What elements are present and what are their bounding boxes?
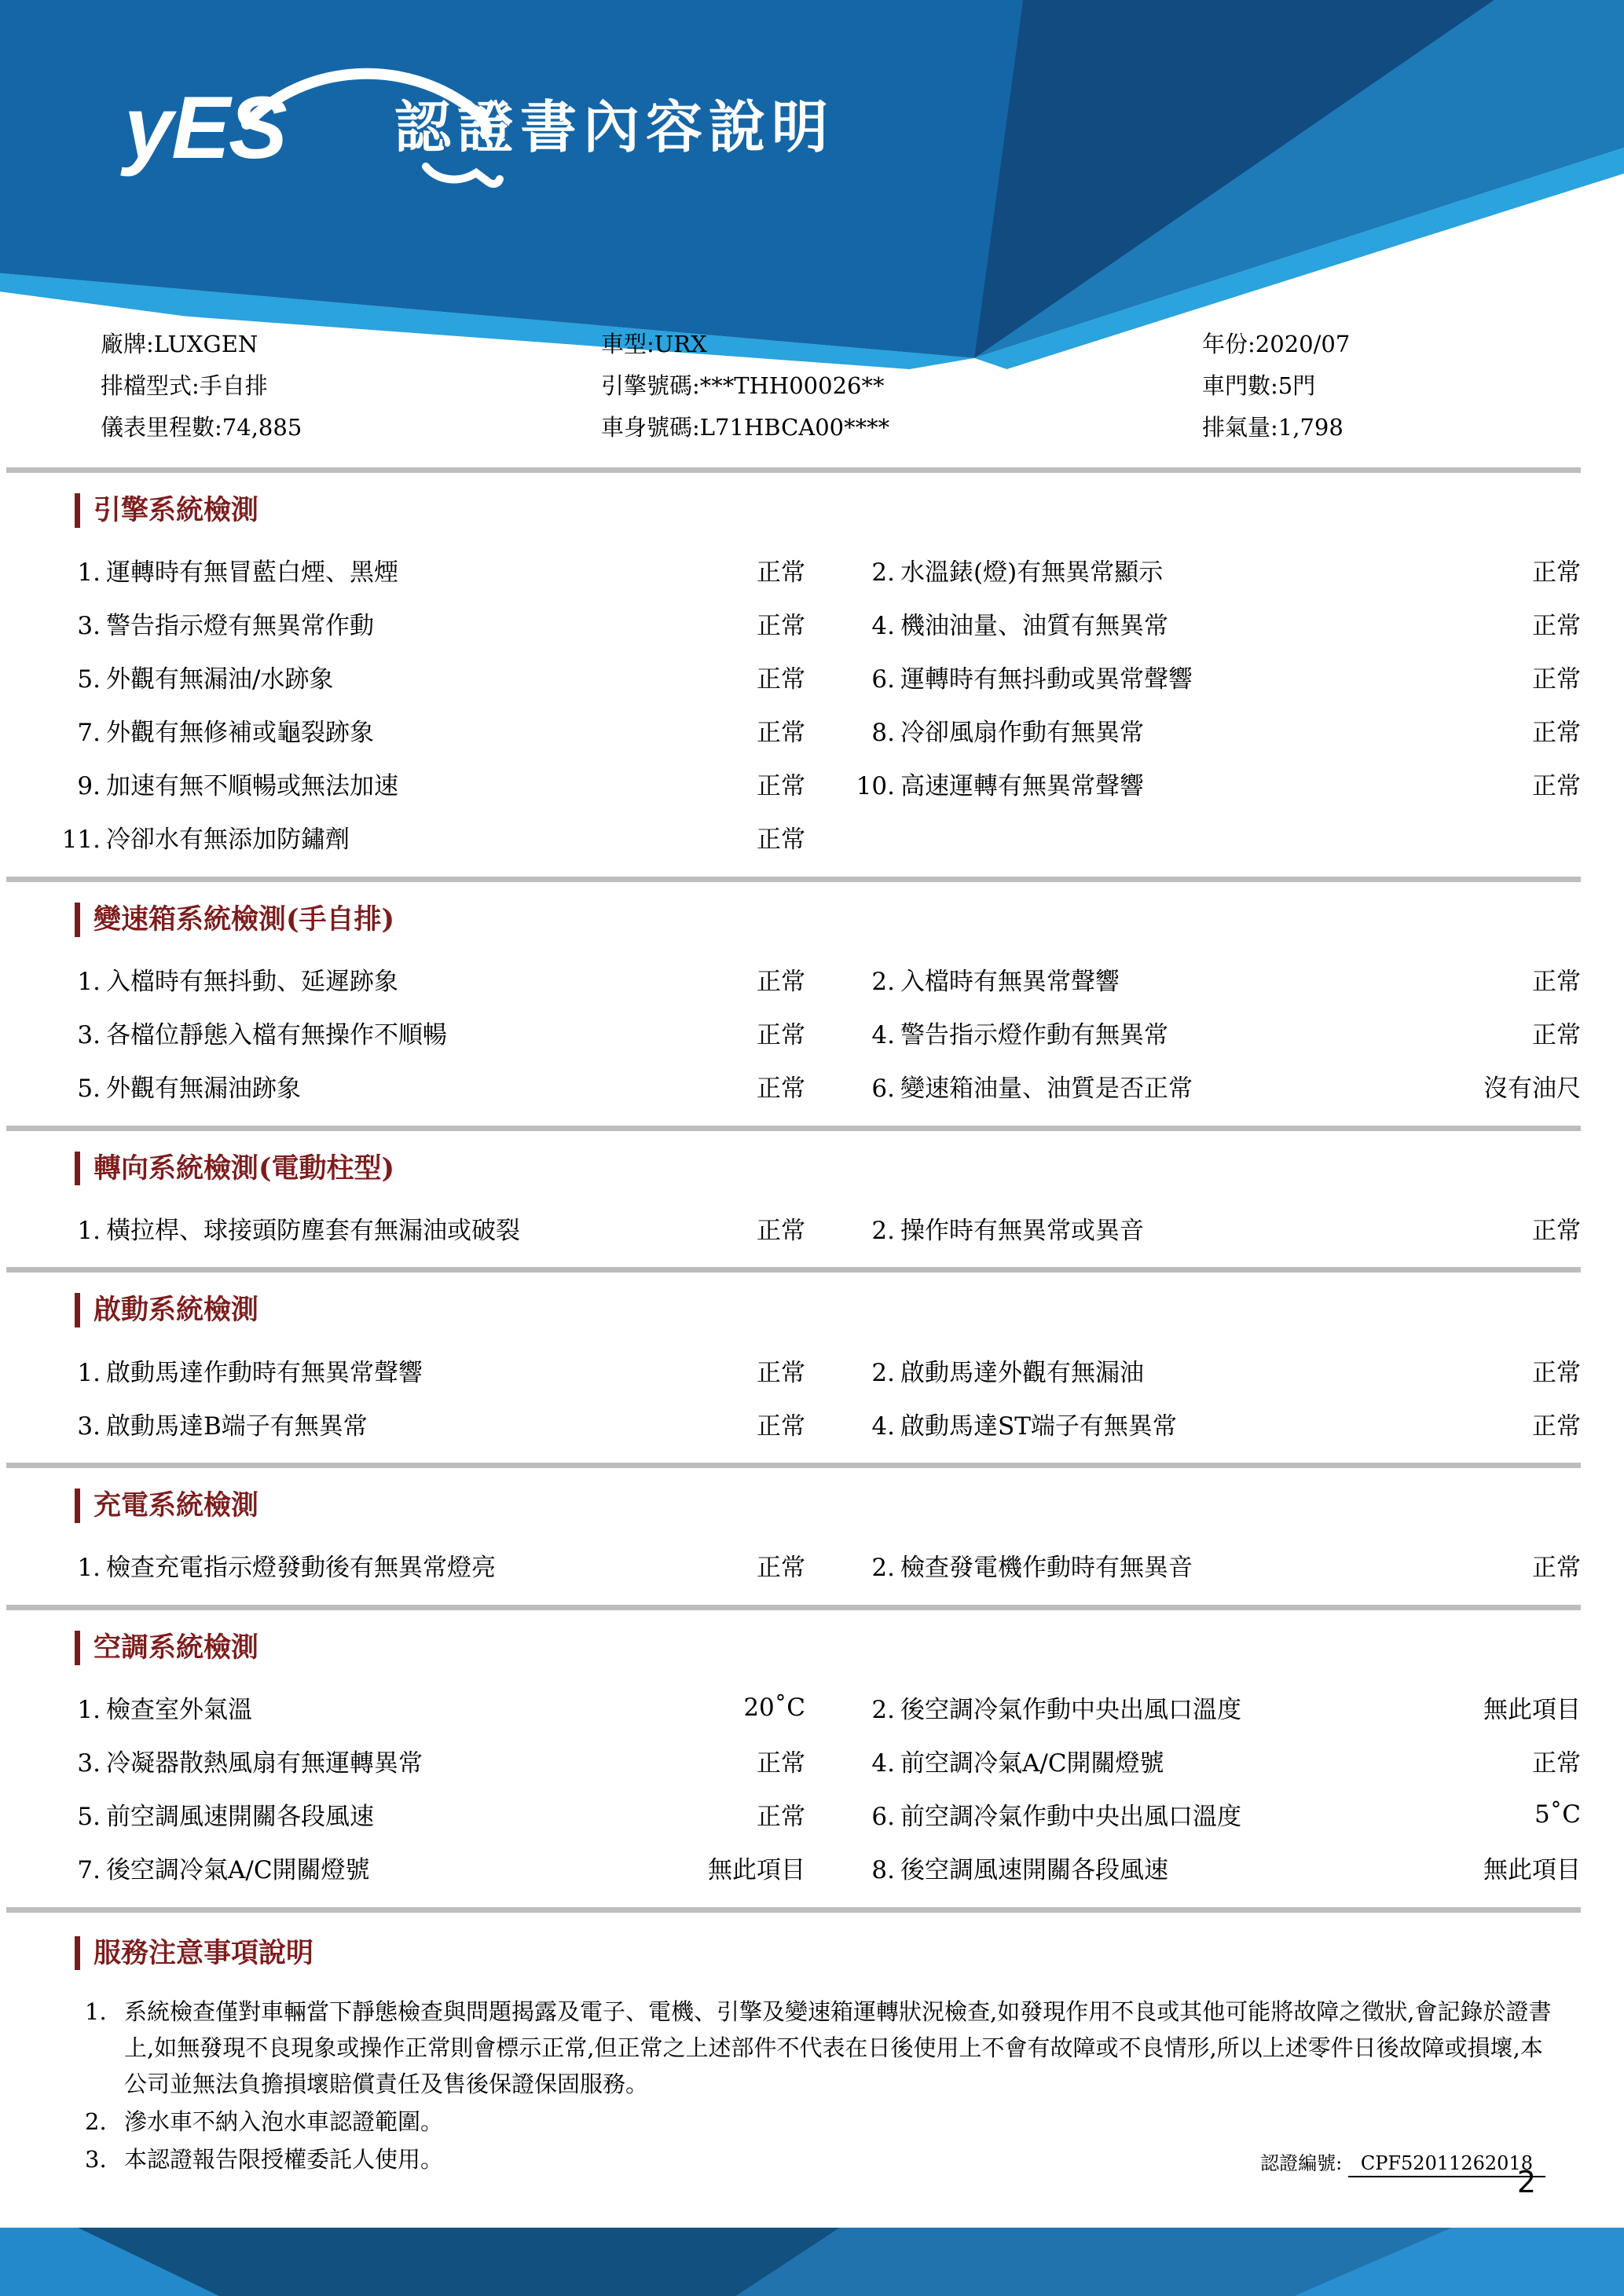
- check-item-number: 11.: [61, 826, 101, 855]
- check-item-number: 2.: [871, 1554, 895, 1583]
- check-item-text: 冷凝器散熱風扇有無運轉異常: [106, 1749, 423, 1778]
- section-divider: [6, 1463, 1581, 1468]
- check-item-text: 運轉時有無冒藍白煙、黑煙: [106, 558, 398, 588]
- check-item-number: 4.: [871, 612, 895, 641]
- info-column: [1202, 324, 1624, 449]
- notes-title: 服務注意事項說明: [75, 1936, 313, 1971]
- check-row: [0, 757, 1581, 811]
- check-item-number: 8.: [871, 1856, 895, 1884]
- info-field-colon: :: [146, 331, 154, 357]
- check-item-number: 3.: [77, 612, 101, 641]
- info-field-value: 2020/07: [1255, 331, 1351, 357]
- check-item-value: 正常: [757, 1021, 805, 1049]
- check-item-number: 1.: [77, 1554, 101, 1583]
- check-item-text: 外觀有無修補或龜裂跡象: [106, 719, 374, 748]
- check-item-value: 無此項目: [1483, 1696, 1581, 1724]
- check-item-number: 9.: [77, 772, 101, 801]
- info-field-label: 年份: [1202, 331, 1248, 357]
- check-item-value: 正常: [1532, 1749, 1581, 1778]
- info-field: [101, 324, 601, 365]
- check-item-value: 無此項目: [1483, 1856, 1581, 1884]
- check-item-value: 正常: [757, 1075, 805, 1103]
- info-field-value: 74,885: [222, 414, 302, 441]
- check-item-number: 6.: [871, 665, 895, 694]
- check-row: [0, 1539, 1581, 1592]
- section-rows: [0, 1681, 1581, 1895]
- check-item-number: 5.: [77, 1075, 101, 1103]
- check-item-value: 正常: [1532, 665, 1581, 694]
- check-item-label: [805, 1353, 1390, 1388]
- check-item-value: 正常: [757, 1554, 805, 1583]
- check-section: [0, 1273, 1624, 1450]
- check-item-number: 2.: [871, 1696, 895, 1724]
- check-item-value: 20˚C: [743, 1693, 805, 1722]
- note-text: 滲水車不納入泡水車認證範圍。: [124, 2108, 444, 2136]
- check-item-number: 3.: [77, 1021, 101, 1049]
- note-number: 1.: [85, 1998, 107, 2026]
- yes-logo-text: yES: [124, 79, 286, 177]
- check-item-number: 1.: [77, 1696, 101, 1724]
- info-field: [1202, 365, 1624, 407]
- note-number: 2.: [85, 2108, 107, 2136]
- info-field-colon: :: [214, 414, 222, 441]
- section-divider: [6, 1126, 1581, 1131]
- check-item-value: 正常: [757, 1749, 805, 1778]
- check-item-label: [805, 1210, 1390, 1246]
- note-item: [85, 1994, 1561, 2102]
- check-item-value: 正常: [757, 558, 805, 588]
- section-title: 充電系統檢測: [75, 1489, 258, 1523]
- check-item-value: 正常: [757, 1803, 805, 1831]
- check-section: [0, 1610, 1624, 1895]
- info-field-colon: :: [1248, 331, 1256, 357]
- check-item-text: 檢查發電機作動時有無異音: [900, 1554, 1193, 1583]
- section-title: 變速箱系統檢測(手自排): [75, 903, 394, 937]
- check-item-text: 後空調風速開關各段風速: [900, 1856, 1168, 1884]
- section-divider: [6, 1907, 1581, 1913]
- check-item-text: 加速有無不順暢或無法加速: [106, 772, 398, 801]
- check-item-text: 前空調冷氣作動中央出風口溫度: [900, 1803, 1241, 1831]
- check-item-number: 10.: [856, 772, 895, 801]
- check-item-text: 後空調冷氣作動中央出風口溫度: [900, 1696, 1241, 1724]
- check-item-value: 正常: [1532, 719, 1581, 748]
- check-item-text: 各檔位靜態入檔有無操作不順暢: [106, 1021, 447, 1049]
- check-item-value: 正常: [757, 719, 805, 748]
- check-item-text: 冷卻風扇作動有無異常: [900, 719, 1144, 748]
- check-item-value: 正常: [1532, 1216, 1581, 1245]
- info-field-value: LUXGEN: [153, 331, 258, 357]
- section-rows: [0, 953, 1581, 1113]
- check-item-value: 正常: [757, 1216, 805, 1245]
- info-field-value: URX: [654, 331, 707, 357]
- check-section: [0, 1468, 1624, 1592]
- section-title: 轉向系統檢測(電動柱型): [75, 1152, 394, 1186]
- check-item-value: 正常: [1532, 558, 1581, 588]
- check-section: [0, 1131, 1624, 1255]
- section-title: 空調系統檢測: [75, 1631, 258, 1665]
- check-item-text: 啟動馬達作動時有無異常聲響: [106, 1358, 423, 1387]
- check-row: [0, 544, 1581, 597]
- check-item-number: 2.: [871, 1216, 895, 1245]
- check-item-label: [805, 1015, 1390, 1050]
- info-field-value: 1,798: [1278, 414, 1344, 441]
- check-section: [0, 882, 1624, 1113]
- check-item-number: 1.: [77, 1216, 101, 1245]
- check-item-text: 檢查室外氣溫: [106, 1696, 252, 1724]
- check-item-label: [805, 1850, 1390, 1885]
- check-row: [0, 1060, 1581, 1113]
- page-title: 認證書內容說明: [394, 94, 835, 160]
- check-item-label: [0, 961, 632, 997]
- info-column: [101, 324, 601, 449]
- check-item-label: [0, 552, 632, 588]
- check-item-text: 警告指示燈作動有無異常: [900, 1021, 1168, 1049]
- info-field: [601, 365, 1202, 407]
- section-divider: [6, 467, 1581, 473]
- check-item-value: 正常: [1532, 1412, 1581, 1441]
- check-item-label: [805, 606, 1390, 641]
- check-item-text: 外觀有無漏油/水跡象: [106, 665, 334, 694]
- check-item-value: 無此項目: [708, 1856, 805, 1884]
- check-row: [0, 953, 1581, 1006]
- check-item-text: 後空調冷氣A/C開關燈號: [106, 1856, 370, 1884]
- section-divider: [6, 877, 1581, 882]
- check-item-value: 正常: [1532, 968, 1581, 996]
- check-item-text: 橫拉桿、球接頭防塵套有無漏油或破裂: [106, 1216, 520, 1245]
- note-number: 3.: [85, 2146, 107, 2173]
- check-item-value: 正常: [757, 1412, 805, 1441]
- check-item-value: 正常: [757, 968, 805, 996]
- info-field: [601, 324, 1202, 365]
- check-item-label: [805, 659, 1390, 694]
- check-item-value: 正常: [757, 826, 805, 855]
- check-item-label: [0, 1796, 632, 1832]
- check-item-number: 1.: [77, 968, 101, 996]
- section-divider: [6, 1267, 1581, 1273]
- check-item-number: 5.: [77, 665, 101, 694]
- note-item: [85, 2104, 1561, 2140]
- check-item-label: [0, 1690, 632, 1725]
- info-field-label: 排氣量: [1202, 414, 1271, 441]
- check-item-label: [805, 1690, 1390, 1725]
- check-item-text: 操作時有無異常或異音: [900, 1216, 1144, 1245]
- check-item-text: 前空調風速開關各段風速: [106, 1803, 374, 1831]
- info-field-label: 車門數: [1202, 372, 1271, 399]
- section-rows: [0, 544, 1581, 864]
- certificate-number-value: CPF52011262018: [1348, 2152, 1545, 2177]
- info-field: [1202, 324, 1624, 365]
- info-field: [101, 365, 601, 407]
- check-row: [0, 704, 1581, 757]
- check-item-label: [0, 1353, 632, 1388]
- check-item-label: [0, 1850, 632, 1885]
- check-item-label: [0, 1743, 632, 1778]
- check-item-value: 正常: [1532, 1554, 1581, 1583]
- check-item-value: 正常: [1532, 1021, 1581, 1049]
- info-field: [601, 407, 1202, 449]
- check-row: [0, 1397, 1581, 1450]
- check-item-text: 檢查充電指示燈發動後有無異常燈亮: [106, 1554, 496, 1583]
- check-row: [0, 1681, 1581, 1734]
- check-item-label: [0, 606, 632, 641]
- check-item-text: 變速箱油量、油質是否正常: [900, 1075, 1193, 1103]
- check-row: [0, 811, 1581, 864]
- check-item-text: 啟動馬達外觀有無漏油: [900, 1358, 1144, 1387]
- check-item-number: 2.: [871, 968, 895, 996]
- check-row: [0, 597, 1581, 650]
- info-field-label: 車型: [601, 331, 647, 357]
- check-item-text: 入檔時有無異常聲響: [900, 968, 1120, 996]
- check-item-value: 正常: [1532, 1358, 1581, 1387]
- check-item-value: 5˚C: [1534, 1800, 1581, 1829]
- check-item-label: [0, 1068, 632, 1104]
- info-field-colon: :: [1270, 414, 1278, 441]
- check-row: [0, 650, 1581, 704]
- check-item-label: [0, 1015, 632, 1050]
- check-item-text: 機油油量、油質有無異常: [900, 612, 1168, 641]
- check-item-label: [805, 1796, 1390, 1832]
- info-field: [101, 407, 601, 449]
- check-row: [0, 1788, 1581, 1841]
- check-item-label: [805, 766, 1390, 801]
- check-item-text: 水溫錶(燈)有無異常顯示: [900, 558, 1164, 588]
- info-field-colon: :: [692, 414, 700, 441]
- check-item-number: 4.: [871, 1749, 895, 1778]
- check-item-number: 1.: [77, 558, 101, 588]
- check-item-label: [0, 1547, 632, 1583]
- check-item-text: 入檔時有無抖動、延遲跡象: [106, 968, 398, 996]
- check-section: [0, 473, 1624, 864]
- info-field: [1202, 407, 1624, 449]
- vehicle-info: [101, 324, 1624, 449]
- check-item-number: 4.: [871, 1412, 895, 1441]
- check-item-number: 6.: [871, 1075, 895, 1103]
- section-rows: [0, 1539, 1581, 1592]
- check-item-value: 正常: [1532, 772, 1581, 801]
- check-item-text: 啟動馬達ST端子有無異常: [900, 1412, 1177, 1441]
- check-item-number: 2.: [871, 558, 895, 588]
- footer-banner: [0, 2228, 1624, 2296]
- certificate-number-label: 認證編號:: [1260, 2152, 1343, 2175]
- info-field-value: 5門: [1278, 372, 1316, 399]
- info-field-label: 引擎號碼: [601, 372, 693, 399]
- note-text: 本認證報告限授權委託人使用。: [124, 2146, 444, 2173]
- check-item-text: 外觀有無漏油跡象: [106, 1075, 301, 1103]
- check-item-label: [0, 659, 632, 694]
- info-field-label: 車身號碼: [601, 414, 693, 441]
- info-field-label: 廠牌: [101, 331, 147, 357]
- info-field-label: 排檔型式: [101, 372, 192, 399]
- check-item-number: 1.: [77, 1358, 101, 1387]
- check-item-text: 警告指示燈有無異常作動: [106, 612, 374, 641]
- check-item-label: [0, 712, 632, 748]
- check-item-value: 正常: [757, 1358, 805, 1387]
- check-item-value: 正常: [757, 772, 805, 801]
- check-item-value: 正常: [1532, 612, 1581, 641]
- check-item-number: 2.: [871, 1358, 895, 1387]
- check-item-label: [805, 961, 1390, 997]
- check-item-label: [805, 1743, 1390, 1778]
- check-item-label: [805, 1068, 1390, 1104]
- check-item-value: 沒有油尺: [1483, 1075, 1581, 1103]
- info-field-colon: :: [647, 331, 654, 357]
- check-row: [0, 1201, 1581, 1254]
- page-number: 2: [1516, 2165, 1536, 2199]
- check-item-label: [0, 1406, 632, 1441]
- check-item-number: 4.: [871, 1021, 895, 1049]
- check-item-number: 7.: [77, 1856, 101, 1884]
- check-item-value: 正常: [757, 665, 805, 694]
- check-item-number: 3.: [77, 1749, 101, 1778]
- check-row: [0, 1841, 1581, 1895]
- info-field-colon: :: [1270, 372, 1278, 399]
- check-sections: [0, 467, 1624, 1913]
- check-item-number: 3.: [77, 1412, 101, 1441]
- notes-section: [0, 1913, 1624, 2176]
- check-item-value: 正常: [757, 612, 805, 641]
- section-divider: [6, 1605, 1581, 1610]
- check-row: [0, 1343, 1581, 1397]
- check-item-number: 5.: [77, 1803, 101, 1831]
- note-text: 系統檢查僅對車輛當下靜態檢查與問題揭露及電子、電機、引擎及變速箱運轉狀況檢查,如發現作用不良或其他可能將故障之徵狀,會記錄於證書上,如無發現不良現象或操作正常則會標示正常,但正常之上述部件不代表在日後使用上不會有故障或不良情形,所以上述零件日後故障或損壞,本公司並無法負擔損壞賠償責任及售後保證保固服務。: [124, 1998, 1552, 2098]
- info-field-colon: :: [692, 372, 700, 399]
- check-row: [0, 1734, 1581, 1788]
- check-item-number: 8.: [871, 719, 895, 748]
- check-item-text: 前空調冷氣A/C開關燈號: [900, 1749, 1164, 1778]
- check-item-label: [805, 552, 1390, 588]
- section-title: 引擎系統檢測: [75, 493, 258, 528]
- info-field-value: L71HBCA00****: [699, 414, 890, 441]
- check-item-label: [0, 766, 632, 801]
- check-item-label: [0, 819, 632, 855]
- check-row: [0, 1006, 1581, 1060]
- section-rows: [0, 1343, 1581, 1450]
- check-item-label: [0, 1210, 632, 1246]
- check-item-number: 7.: [77, 719, 101, 748]
- info-field-value: ***THH00026**: [699, 372, 885, 399]
- info-column: [601, 324, 1202, 449]
- check-item-label: [805, 1406, 1390, 1441]
- check-item-label: [805, 1547, 1390, 1583]
- check-item-label: [805, 712, 1390, 748]
- check-item-text: 高速運轉有無異常聲響: [900, 772, 1144, 801]
- info-field-value: 手自排: [199, 372, 268, 399]
- info-field-label: 儀表里程數: [101, 414, 215, 441]
- check-item-text: 啟動馬達B端子有無異常: [106, 1412, 368, 1441]
- check-item-text: 冷卻水有無添加防鏽劑: [106, 826, 350, 855]
- check-item-text: 運轉時有無抖動或異常聲響: [900, 665, 1193, 694]
- info-field-colon: :: [192, 372, 200, 399]
- section-rows: [0, 1201, 1581, 1254]
- check-item-number: 6.: [871, 1803, 895, 1831]
- section-title: 啟動系統檢測: [75, 1293, 258, 1327]
